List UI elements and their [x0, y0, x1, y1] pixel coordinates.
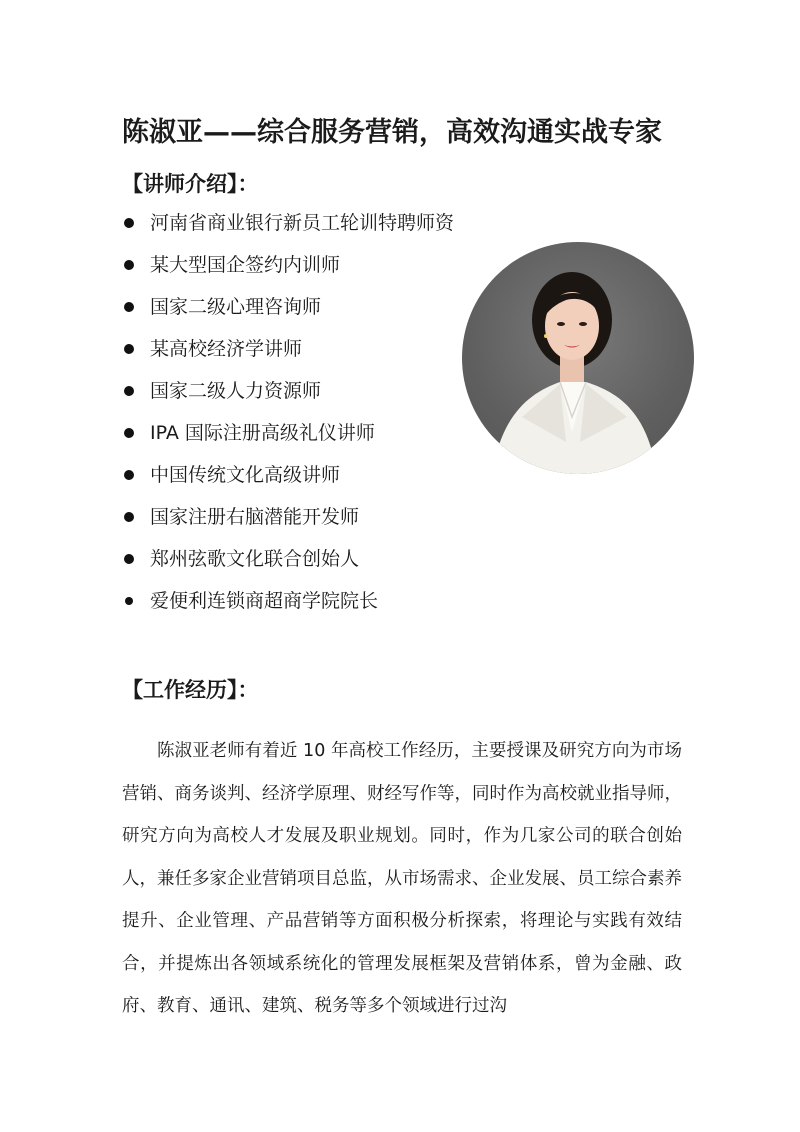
portrait-illustration: [462, 242, 694, 474]
list-item-label: 国家二级人力资源师: [150, 380, 322, 402]
bullet-icon: [124, 512, 134, 522]
bullet-icon: [124, 344, 134, 354]
bullet-icon: [124, 554, 134, 564]
list-item-label: 国家注册右脑潜能开发师: [150, 506, 360, 528]
list-item: [122, 580, 462, 622]
list-item-label: 某高校经济学讲师: [150, 338, 303, 360]
bullet-icon: [124, 386, 134, 396]
lecturer-portrait: [462, 242, 694, 474]
list-item-label: IPA 国际注册高级礼仪讲师: [150, 422, 375, 444]
list-item: [122, 244, 462, 286]
experience-paragraph: 陈淑亚老师有着近 10 年高校工作经历，主要授课及研究方向为市场营销、商务谈判、经济学原理、财经写作等，同时作为高校就业指导师，研究方向为高校人才发展及职业规划。同时，作为几家公司的联合创始人，兼任多家企业营销项目总监，从市场需求、企业发展、员工综合素养提升、企业管理、产品营销等方面积极分析探索，将理论与实践有效结合，并提炼出各领域系统化的管理发展框架及营销体系，曾为金融、政府、教育、通讯、建筑、税务等多个领域进行过沟: [122, 741, 682, 1016]
list-item-label: 某大型国企签约内训师: [150, 254, 341, 276]
experience-heading: 【工作经历】：: [122, 678, 259, 702]
list-item: [122, 328, 462, 370]
intro-list: [122, 202, 462, 622]
bullet-icon: [124, 302, 134, 312]
list-item-label: 中国传统文化高级讲师: [150, 464, 341, 486]
list-item: [122, 538, 462, 580]
list-item: [122, 496, 462, 538]
bullet-icon: [124, 260, 134, 270]
list-item-label: 国家二级心理咨询师: [150, 296, 322, 318]
list-item: [122, 202, 462, 244]
list-item: [122, 370, 462, 412]
list-item: [122, 412, 462, 454]
list-item: [122, 286, 462, 328]
list-item-label: 河南省商业银行新员工轮训特聘师资: [150, 212, 455, 234]
list-item-label: 爱便利连锁商超商学院院长: [150, 590, 379, 612]
bullet-icon: [124, 470, 134, 480]
bullet-icon: [124, 218, 134, 228]
list-item: [122, 454, 462, 496]
bullet-icon: [124, 428, 134, 438]
page-title: 陈淑亚——综合服务营销，高效沟通实战专家: [122, 117, 662, 148]
bullet-icon: [125, 597, 133, 605]
intro-heading: 【讲师介绍】：: [122, 172, 259, 196]
list-item-label: 郑州弦歌文化联合创始人: [150, 548, 360, 570]
